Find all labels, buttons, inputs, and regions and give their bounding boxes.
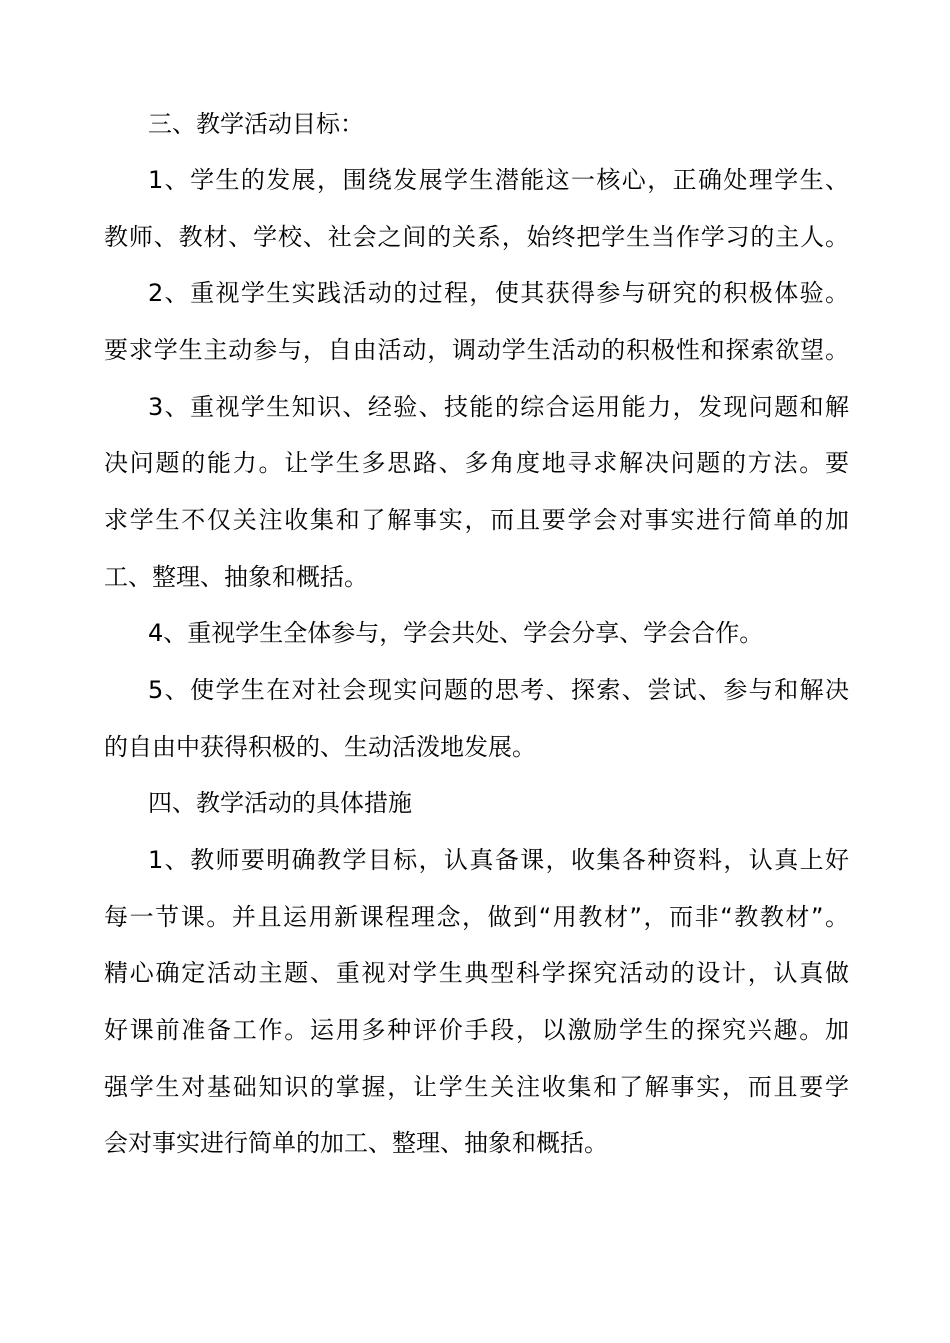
text-line: 要求学生主动参与，自由活动，调动学生活动的积极性和探索欲望。 [104,336,849,364]
text-line: 5、使学生在对社会现实问题的思考、探索、尝试、参与和解决 [148,676,849,704]
text-line: 强学生对基础知识的掌握，让学生关注收集和了解事实，而且要学 [104,1073,849,1101]
section-heading-measures: 四、教学活动的具体措施 [148,789,412,817]
text-line: 1、教师要明确教学目标，认真备课，收集各种资料，认真上好 [148,846,849,874]
text-line: 决问题的能力。让学生多思路、多角度地寻求解决问题的方法。要 [104,449,849,477]
text-line: 每一节课。并且运用新课程理念，做到“用教材”，而非“教教材”。 [104,903,849,931]
text-line: 的自由中获得积极的、生动活泼地发展。 [104,733,536,761]
section-heading-objectives: 三、教学活动目标： [148,110,364,138]
text-line: 2、重视学生实践活动的过程，使其获得参与研究的积极体验。 [148,279,849,307]
text-line: 好课前准备工作。运用多种评价手段，以激励学生的探究兴趣。加 [104,1016,849,1044]
text-line: 工、整理、抽象和概括。 [104,563,368,591]
text-line: 4、重视学生全体参与，学会共处、学会分享、学会合作。 [148,619,764,647]
text-line: 教师、教材、学校、社会之间的关系，始终把学生当作学习的主人。 [104,223,849,251]
text-line: 精心确定活动主题、重视对学生典型科学探究活动的设计，认真做 [104,959,849,987]
text-line: 会对事实进行简单的加工、整理、抽象和概括。 [104,1129,608,1157]
text-line: 求学生不仅关注收集和了解事实，而且要学会对事实进行简单的加 [104,506,849,534]
text-line: 1、学生的发展，围绕发展学生潜能这一核心，正确处理学生、 [148,166,849,194]
text-line: 3、重视学生知识、经验、技能的综合运用能力，发现问题和解 [148,393,849,421]
